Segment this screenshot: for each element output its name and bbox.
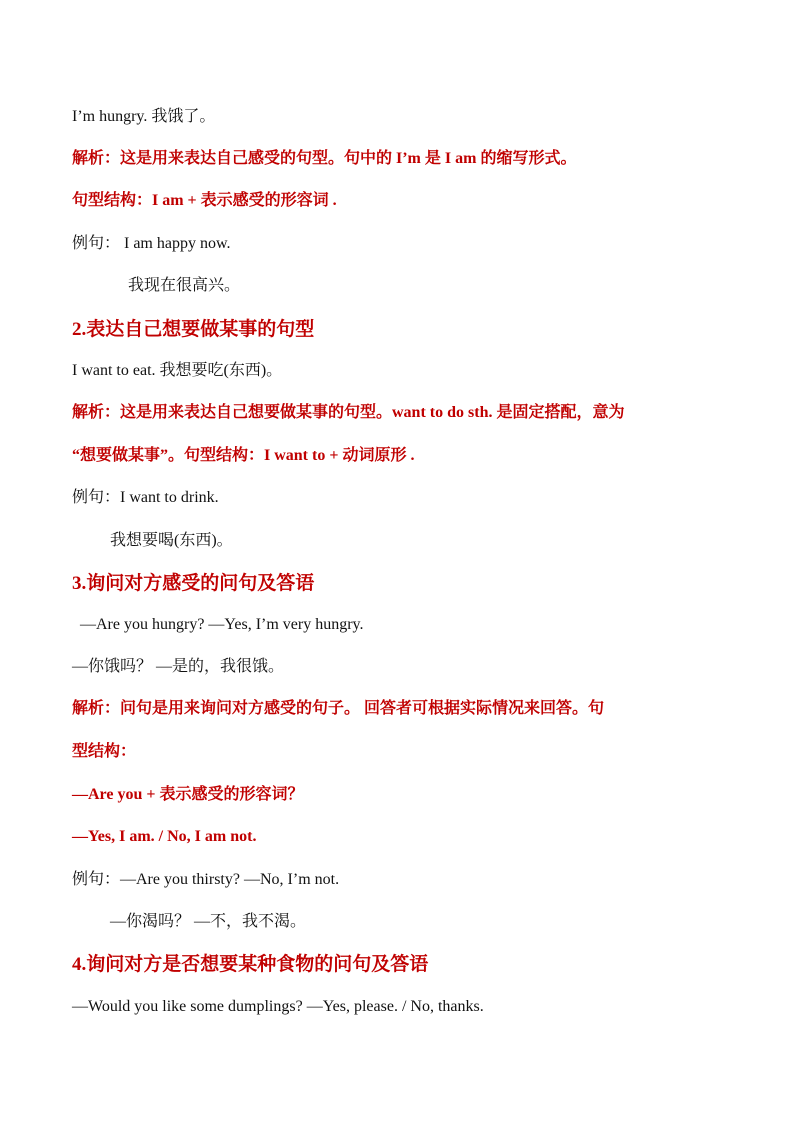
section-heading-2: 2.表达自己想要做某事的句型 — [72, 319, 315, 340]
analysis-text-continued: 型结构： — [72, 743, 137, 760]
analysis-text: 解析：这是用来表达自己想要做某事的句型。want to do sth. 是固定搭配，意为 — [72, 404, 625, 421]
structure-answer: —Yes, I am. / No, I am not. — [72, 828, 257, 845]
dialogue-translation: —你饿吗？ —是的，我很饿。 — [72, 658, 285, 675]
section-heading-3: 3.询问对方感受的问句及答语 — [72, 573, 315, 594]
section-heading-4: 4.询问对方是否想要某种食物的问句及答语 — [72, 954, 429, 975]
dialogue-line: —Would you like some dumplings? —Yes, please. / No, thanks. — [72, 998, 484, 1015]
sentence-structure: 句型结构：I am + 表示感受的形容词 . — [72, 192, 337, 209]
example-translation: 我现在很高兴。 — [128, 277, 241, 294]
example-label-line: 例句：—Are you thirsty? —No, I’m not. — [72, 871, 340, 888]
dialogue-line: —Are you hungry? —Yes, I’m very hungry. — [80, 616, 364, 633]
example-label-line: 例句： I am happy now. — [72, 235, 231, 252]
example-translation: 我想要喝(东西)。 — [110, 532, 233, 549]
sentence-structure: “想要做某事”。句型结构：I want to + 动词原形 . — [72, 447, 415, 464]
example-label-line: 例句：I want to drink. — [72, 489, 219, 506]
structure-question: —Are you + 表示感受的形容词？ — [72, 786, 304, 803]
example-sentence: I’m hungry. 我饿了。 — [72, 108, 216, 125]
analysis-text: 解析：这是用来表达自己感受的句型。句中的 I’m 是 I am 的缩写形式。 — [72, 150, 577, 167]
analysis-text: 解析：问句是用来询问对方感受的句子。 回答者可根据实际情况来回答。句 — [72, 700, 605, 717]
example-translation: —你渴吗？ —不，我不渴。 — [110, 913, 307, 930]
example-sentence: I want to eat. 我想要吃(东西)。 — [72, 362, 283, 379]
